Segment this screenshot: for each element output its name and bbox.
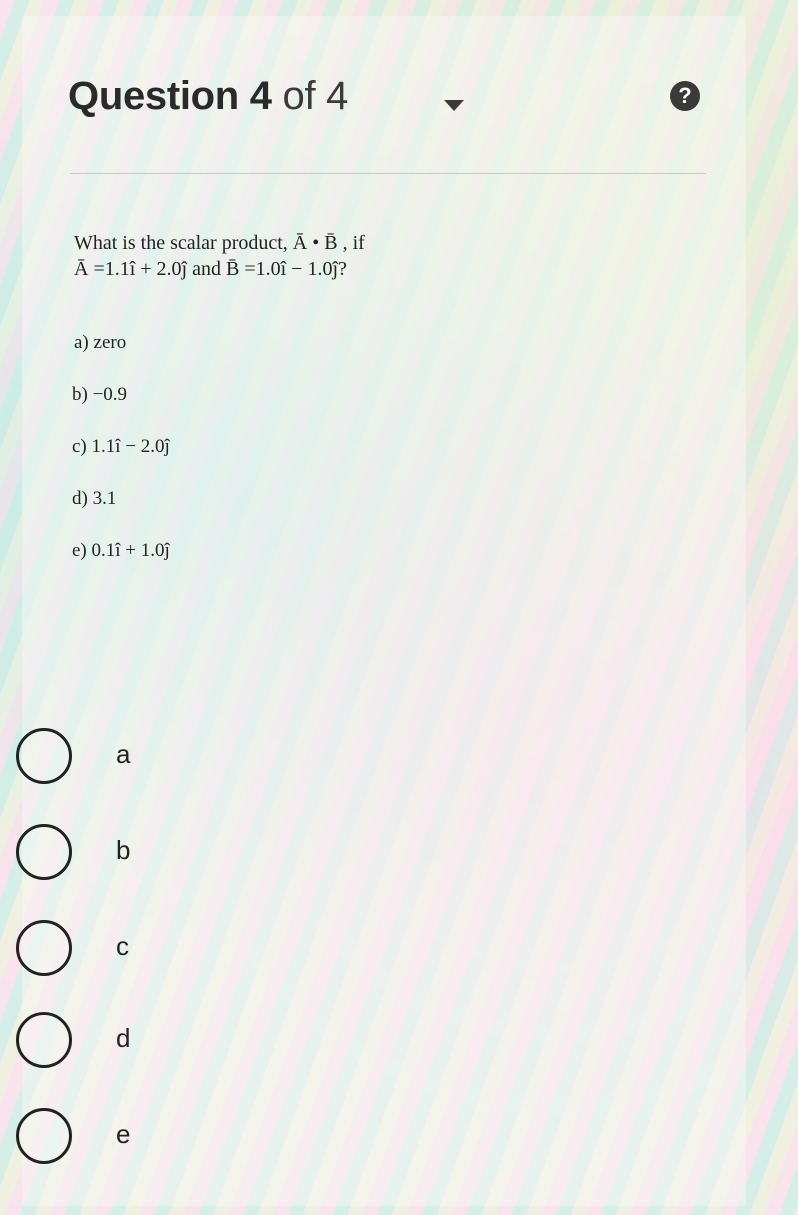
- chevron-down-icon[interactable]: [444, 100, 464, 111]
- question-total: of 4: [271, 74, 349, 118]
- choice-label-d: d: [116, 1023, 131, 1053]
- choice-e[interactable]: [16, 1108, 316, 1172]
- question-text: [74, 230, 365, 282]
- radio-button-a[interactable]: [16, 728, 72, 784]
- radio-button-d[interactable]: [16, 1012, 72, 1068]
- answer-option-e: e) 0.1î + 1.0ĵ: [72, 540, 170, 561]
- question-number: Question 4: [68, 74, 272, 118]
- quiz-screen: [22, 16, 746, 1206]
- choice-label-e: e: [116, 1119, 131, 1149]
- header-divider: [70, 173, 706, 174]
- radio-button-e[interactable]: [16, 1108, 72, 1164]
- choice-a[interactable]: [16, 728, 316, 792]
- page-title: [68, 74, 348, 119]
- answer-option-b: b) −0.9: [72, 384, 128, 405]
- choice-label-b: b: [116, 835, 131, 865]
- answer-option-d: d) 3.1: [72, 488, 117, 509]
- choice-b[interactable]: [16, 824, 316, 888]
- choice-d[interactable]: [16, 1012, 316, 1076]
- question-line-1: What is the scalar product, Ā • B̄ , if: [74, 232, 365, 254]
- question-line-2: Ā =1.1î + 2.0ĵ and B̄ =1.0î − 1.0ĵ?: [74, 258, 347, 280]
- answer-option-c: c) 1.1î − 2.0ĵ: [72, 436, 170, 457]
- answer-option-a: a) zero: [74, 332, 127, 353]
- radio-button-b[interactable]: [16, 824, 72, 880]
- help-icon[interactable]: ?: [670, 81, 700, 111]
- radio-button-c[interactable]: [16, 920, 72, 976]
- choice-label-a: a: [116, 739, 131, 769]
- choice-c[interactable]: [16, 920, 316, 984]
- choice-label-c: c: [116, 931, 129, 961]
- question-header: [22, 16, 746, 174]
